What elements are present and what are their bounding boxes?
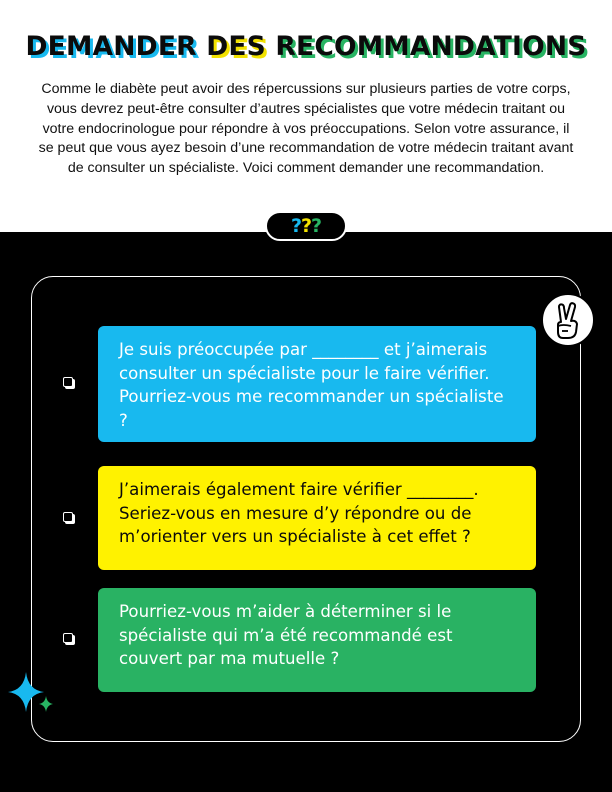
checkbox-icon[interactable] xyxy=(65,514,75,524)
title-word-1: DEMANDER xyxy=(25,31,197,62)
question-mark-yellow: ? xyxy=(300,215,312,237)
question-card-1: Je suis préoccupée par ________ et j’aimerais consulter un spécialiste pour le faire vérifier. Pourriez-vous me recommander un spécialiste ? xyxy=(98,326,536,442)
title-word-2: DES xyxy=(206,31,266,62)
intro-paragraph: Comme le diabète peut avoir des répercussions sur plusieurs parties de votre corps, vous devrez peut-être consulter d’autres spécialistes que votre médecin traitant ou votre endocrinologue pour répondre à vos préoccupations. Selon votre assurance, il se peut que vous ayez besoin d’une recommandation de votre médecin traitant avant de consulter un spécialiste. Voici comment demander une recommandation. xyxy=(38,81,574,177)
question-mark-green: ? xyxy=(311,215,322,237)
question-card-3: Pourriez-vous m’aider à déterminer si le spécialiste qui m’a été recommandé est couvert par ma mutuelle ? xyxy=(98,588,536,692)
title-word-3: RECOMMANDATIONS xyxy=(275,31,587,62)
question-marks-icon xyxy=(265,211,347,241)
question-card-2: J’aimerais également faire vérifier ________. Seriez-vous en mesure d’y répondre ou de m’orienter vers un spécialiste à cet effet ? xyxy=(98,466,536,570)
checkbox-icon[interactable] xyxy=(65,635,75,645)
page-title xyxy=(0,31,612,62)
question-mark-blue: ? xyxy=(290,215,301,237)
checkbox-icon[interactable] xyxy=(65,379,75,389)
sparkle-icon xyxy=(6,670,58,718)
peace-hand-icon xyxy=(541,293,595,347)
